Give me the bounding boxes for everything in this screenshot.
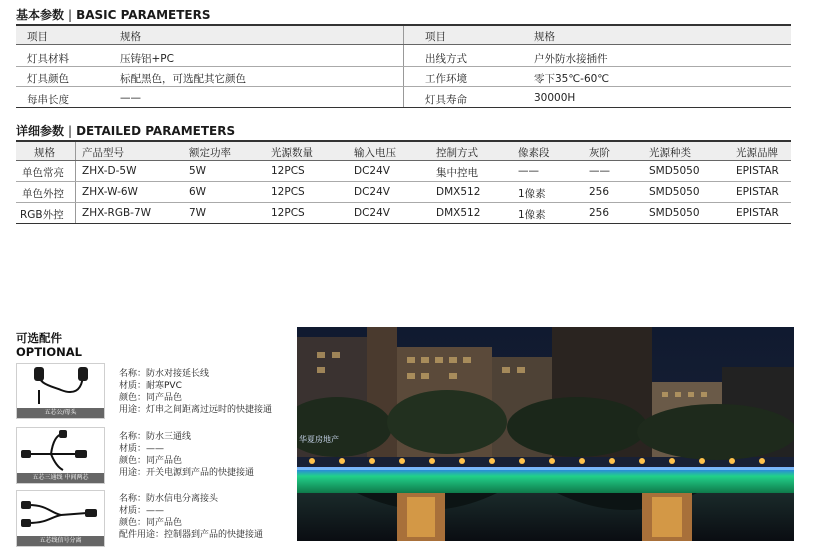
basic-row-2-item: 灯具颜色: [27, 73, 69, 85]
accessory-3-caption: 五芯线信号分离: [17, 536, 104, 546]
accessory-3-line-1: 名称：防水信电分离接头: [119, 494, 219, 504]
detailed-header-brand: 光源品牌: [736, 147, 778, 159]
basic-row-3-item-2: 灯具寿命: [425, 94, 467, 106]
detailed-title-en: DETAILED PARAMETERS: [76, 124, 236, 138]
basic-header-spec-2: 规格: [534, 31, 555, 43]
accessory-2-line-1: 名称：防水三通线: [119, 432, 192, 442]
basic-row-1-spec-2: 户外防水接插件: [534, 53, 608, 65]
basic-header-spec-1: 规格: [120, 31, 141, 43]
basic-title-cn: 基本参数: [16, 8, 65, 22]
detailed-row-3-source-type: SMD5050: [649, 207, 700, 219]
detailed-row-2-source-type: SMD5050: [649, 186, 700, 198]
bridge-night-photo: [297, 327, 794, 541]
detailed-title-separator: |: [68, 124, 73, 138]
basic-bottom-rule: [16, 107, 791, 108]
detailed-header-voltage: 输入电压: [354, 147, 396, 159]
accessory-1-line-4: 用途：灯串之间距离过远时的快捷接通: [119, 405, 273, 415]
optional-title-cn: 可选配件: [16, 331, 62, 345]
detailed-row-3-pixel: 1像素: [518, 209, 546, 221]
detailed-row-1-spec: 单色常亮: [22, 167, 64, 179]
basic-title-separator: |: [68, 8, 73, 22]
detailed-row-3-spec: RGB外控: [20, 209, 64, 221]
detailed-row-3-led-count: 12PCS: [271, 207, 305, 219]
basic-row-3-item: 每串长度: [27, 94, 69, 106]
detailed-row-1-voltage: DC24V: [354, 165, 390, 177]
building-sign-text: 华夏房地产: [299, 435, 339, 444]
detailed-title: [16, 122, 235, 139]
basic-row-1-item: 灯具材料: [27, 53, 69, 65]
detailed-row-2-gray: 256: [589, 186, 610, 198]
accessory-1-line-1: 名称：防水对接延长线: [119, 369, 210, 379]
basic-row-2-spec: 标配黑色，可选配其它颜色: [120, 73, 246, 85]
detailed-row-2-led-count: 12PCS: [271, 186, 305, 198]
accessory-3-image: [16, 490, 105, 547]
accessory-3-line-2: 材质：——: [119, 506, 165, 516]
detailed-header-led-count: 光源数量: [271, 147, 313, 159]
accessory-2-caption: 五芯三通线 中间两芯: [17, 473, 104, 483]
accessory-2-line-2: 材质：——: [119, 444, 165, 454]
basic-row-rule: [16, 86, 791, 87]
accessory-1-line-3: 颜色：同产品色: [119, 393, 183, 403]
detailed-header-model: 产品型号: [82, 147, 124, 159]
basic-title: [16, 6, 211, 23]
accessory-1-image: [16, 363, 105, 419]
accessory-3-description: [119, 493, 263, 541]
basic-row-rule: [16, 66, 791, 67]
basic-row-1-spec: 压铸铝+PC: [120, 53, 174, 65]
accessory-3-line-3: 颜色：同产品色: [119, 518, 183, 528]
detailed-row-1-gray: ——: [589, 165, 610, 177]
accessory-3-line-4: 配件用途：控制器到产品的快捷接通: [119, 530, 264, 540]
detailed-row-rule: [16, 202, 791, 203]
accessory-2-description: [119, 431, 254, 479]
optional-title: [16, 331, 82, 359]
detailed-header-gray: 灰阶: [589, 147, 610, 159]
detailed-row-2-control: DMX512: [436, 186, 481, 198]
detailed-row-2-spec: 单色外控: [22, 188, 64, 200]
detailed-row-1-control: 集中控电: [436, 167, 478, 179]
detailed-header-pixel: 像素段: [518, 147, 550, 159]
accessory-2-line-3: 颜色：同产品色: [119, 456, 183, 466]
detailed-header-source-type: 光源种类: [649, 147, 691, 159]
detailed-row-1-pixel: ——: [518, 165, 539, 177]
detailed-row-2-model: ZHX-W-6W: [82, 186, 138, 198]
basic-row-1-item-2: 出线方式: [425, 53, 467, 65]
basic-header-item-2: 项目: [425, 31, 446, 43]
basic-row-2-spec-2: 零下35℃-60℃: [534, 73, 610, 85]
basic-row-3-spec: ——: [120, 92, 141, 104]
basic-row-3-spec-2: 30000H: [534, 92, 576, 104]
detailed-header-control: 控制方式: [436, 147, 478, 159]
detailed-header-spec: 规格: [34, 147, 55, 159]
detailed-row-2-power: 6W: [189, 186, 207, 198]
detailed-row-rule: [16, 181, 791, 182]
detailed-bottom-rule: [16, 223, 791, 224]
accessory-2-line-4: 用途：开关电源到产品的快捷接通: [119, 468, 255, 478]
detailed-header-rule: [16, 160, 791, 161]
detailed-row-1-power: 5W: [189, 165, 207, 177]
detailed-column-divider: [75, 142, 76, 223]
basic-header-rule: [16, 44, 791, 45]
detailed-row-2-voltage: DC24V: [354, 186, 390, 198]
accessory-1-description: [119, 368, 272, 416]
basic-header-item-1: 项目: [27, 31, 48, 43]
detailed-header-power: 额定功率: [189, 147, 231, 159]
detailed-title-cn: 详细参数: [16, 124, 65, 138]
detailed-row-1-source-type: SMD5050: [649, 165, 700, 177]
detailed-row-2-brand: EPISTAR: [736, 186, 779, 198]
detailed-row-3-voltage: DC24V: [354, 207, 390, 219]
detailed-row-3-control: DMX512: [436, 207, 481, 219]
detailed-row-3-gray: 256: [589, 207, 610, 219]
detailed-row-1-model: ZHX-D-5W: [82, 165, 137, 177]
optional-title-en: OPTIONAL: [16, 345, 82, 359]
detailed-row-1-led-count: 12PCS: [271, 165, 305, 177]
detailed-row-1-brand: EPISTAR: [736, 165, 779, 177]
detailed-row-3-brand: EPISTAR: [736, 207, 779, 219]
basic-title-en: BASIC PARAMETERS: [76, 8, 211, 22]
accessory-1-line-2: 材质：耐寒PVC: [119, 381, 182, 391]
detailed-row-3-power: 7W: [189, 207, 207, 219]
basic-row-2-item-2: 工作环境: [425, 73, 467, 85]
accessory-2-image: [16, 427, 105, 484]
accessory-1-caption: 五芯公/母头: [17, 408, 104, 418]
bridge-scene-illustration: [297, 327, 794, 541]
detailed-row-2-pixel: 1像素: [518, 188, 546, 200]
detailed-row-3-model: ZHX-RGB-7W: [82, 207, 152, 219]
